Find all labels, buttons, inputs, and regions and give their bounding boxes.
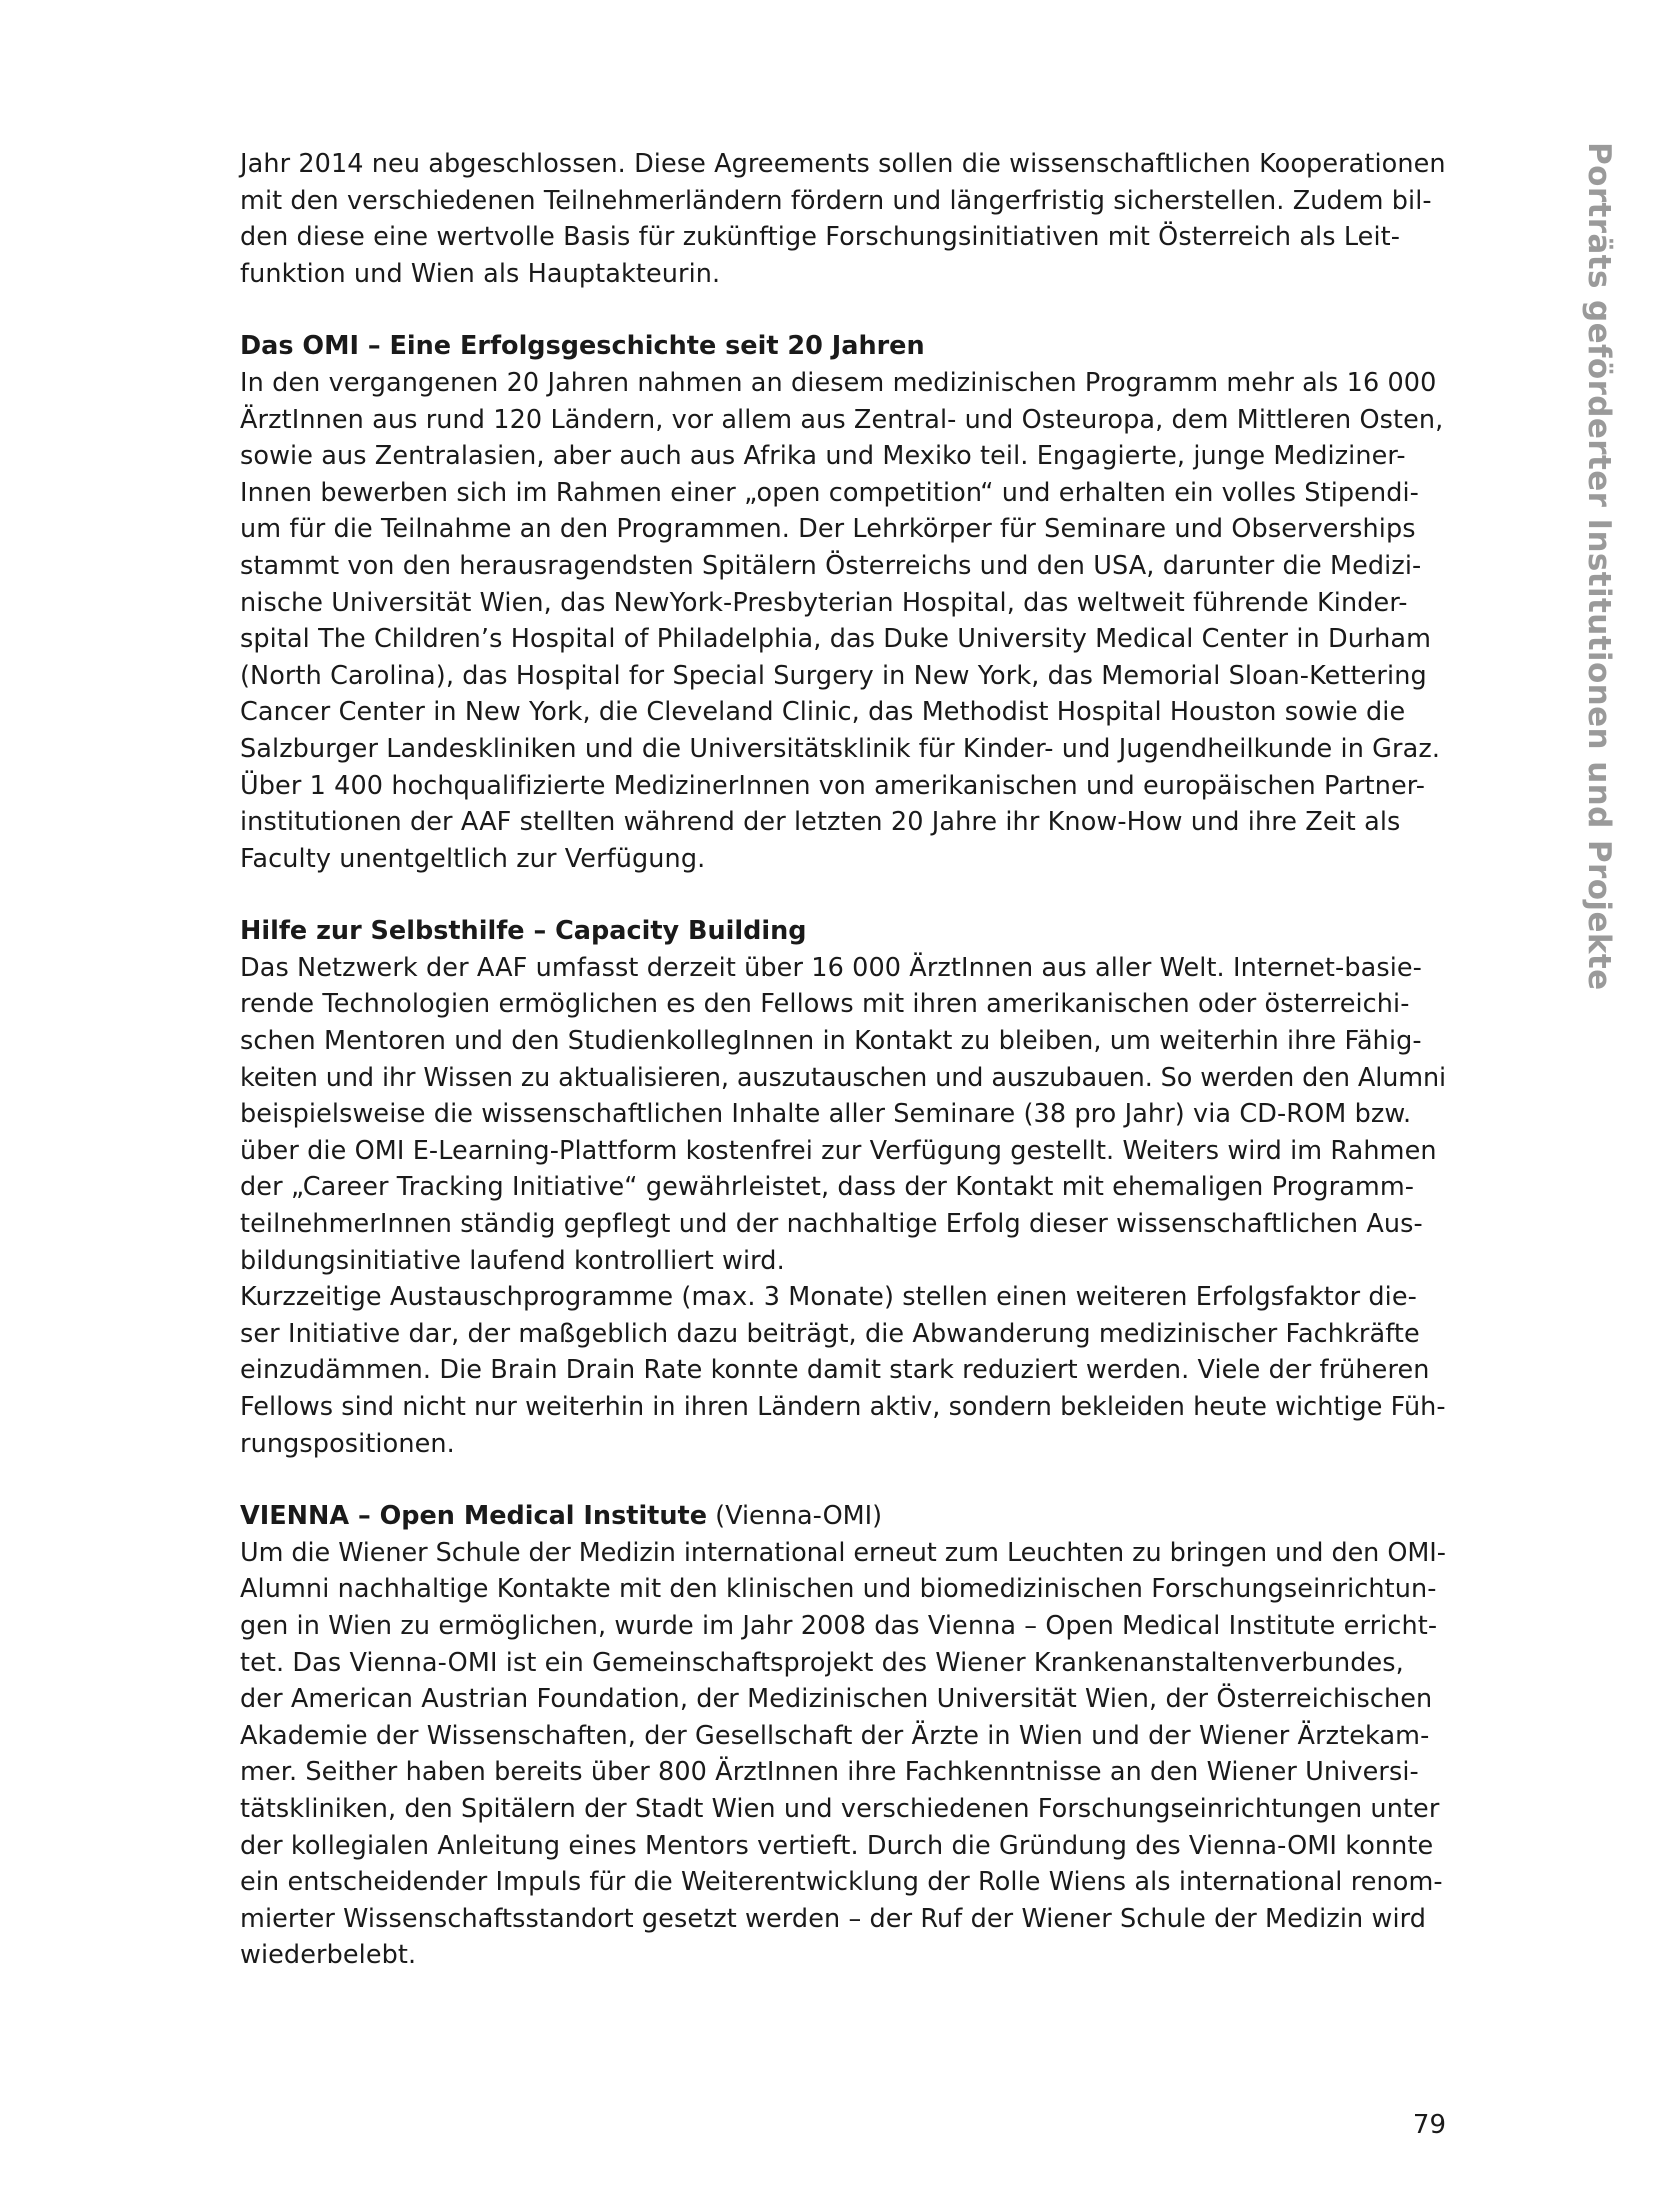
text-line: Cancer Center in New York, die Cleveland Clinic, das Methodist Hospital Houston sowie die — [240, 697, 1406, 728]
text-line: Fellows sind nicht nur weiterhin in ihren Ländern aktiv, sondern bekleiden heute wichtige Füh- — [240, 1392, 1446, 1422]
text-line: mer. Seither haben bereits über 800 ÄrztInnen ihre Fachkenntnisse an den Wiener Universi- — [240, 1757, 1419, 1788]
section-heading-text: Hilfe zur Selbsthilfe – Capacity Building — [240, 916, 807, 947]
text-line: mierter Wissenschaftsstandort gesetzt werden – der Ruf der Wiener Schule der Medizin wird — [240, 1903, 1427, 1934]
text-line: Kurzzeitige Austauschprogramme (max. 3 Monate) stellen einen weiteren Erfolgsfaktor die- — [240, 1282, 1417, 1313]
text-line: institutionen der AAF stellten während der letzten 20 Jahre ihr Know-How und ihre Zeit als — [240, 807, 1401, 838]
text-line: keiten und ihr Wissen zu aktualisieren, auszutauschen und auszubauen. So werden den Alumni — [240, 1062, 1446, 1093]
section-omi-success — [240, 328, 1446, 877]
section-paragraph — [240, 365, 1446, 877]
text-line: sowie aus Zentralasien, aber auch aus Afrika und Mexiko teil. Engagierte, junge Mediziner- — [240, 441, 1406, 472]
text-line: gen in Wien zu ermöglichen, wurde im Jahr 2008 das Vienna – Open Medical Institute erricht- — [240, 1610, 1438, 1641]
text-line: nische Universität Wien, das NewYork-Presbyterian Hospital, das weltweit führende Kinder- — [240, 587, 1408, 618]
text-line: Akademie der Wissenschaften, der Gesellschaft der Ärzte in Wien und der Wiener Ärztekam- — [240, 1720, 1430, 1751]
text-line: stammt von den herausragendsten Spitälern Österreichs und den USA, darunter die Medizi- — [240, 550, 1422, 581]
section-heading-text: Das OMI – Eine Erfolgsgeschichte seit 20 Jahren — [240, 331, 925, 362]
section-heading-text: VIENNA – Open Medical Institute — [240, 1501, 708, 1532]
text-line: bildungsinitiative laufend kontrolliert wird. — [240, 1245, 785, 1276]
text-line: In den vergangenen 20 Jahren nahmen an diesem medizinischen Programm mehr als 16 000 — [240, 367, 1437, 398]
text-line: wiederbelebt. — [240, 1940, 417, 1971]
text-line: den diese eine wertvolle Basis für zukünftige Forschungsinitiativen mit Österreich als Leit- — [240, 222, 1401, 253]
text-line: ser Initiative dar, der maßgeblich dazu beiträgt, die Abwanderung medizinischer Fachkräfte — [240, 1318, 1420, 1349]
section-vienna-omi — [240, 1498, 1446, 1974]
text-column — [240, 146, 1446, 1974]
text-line: Um die Wiener Schule der Medizin international erneut zum Leuchten zu bringen und den OMI- — [240, 1537, 1446, 1568]
section-heading-suffix: (Vienna-OMI) — [707, 1501, 883, 1532]
section-paragraph — [240, 1279, 1446, 1462]
text-line: schen Mentoren und den StudienkollegInnen in Kontakt zu bleiben, um weiterhin ihre Fähig- — [240, 1026, 1422, 1057]
text-line: Über 1 400 hochqualifizierte MedizinerInnen von amerikanischen und europäischen Partner- — [240, 770, 1426, 801]
text-line: Alumni nachhaltige Kontakte mit den klinischen und biomedizinischen Forschungseinrichtun- — [240, 1574, 1437, 1605]
section-heading — [240, 328, 1446, 365]
text-line: Das Netzwerk der AAF umfasst derzeit über 16 000 ÄrztInnen aus aller Welt. Internet-basie- — [240, 952, 1422, 983]
section-heading — [240, 1498, 1446, 1535]
text-line: über die OMI E-Learning-Plattform kostenfrei zur Verfügung gestellt. Weiters wird im Rahmen — [240, 1135, 1437, 1166]
text-line: ÄrztInnen aus rund 120 Ländern, vor allem aus Zentral- und Osteuropa, dem Mittleren Osten, — [240, 404, 1444, 435]
text-line: der kollegialen Anleitung eines Mentors vertieft. Durch die Gründung des Vienna-OMI konnte — [240, 1830, 1434, 1861]
section-paragraph — [240, 950, 1446, 1279]
text-line: einzudämmen. Die Brain Drain Rate konnte damit stark reduziert werden. Viele der früheren — [240, 1355, 1430, 1386]
text-line: tet. Das Vienna-OMI ist ein Gemeinschaftsprojekt des Wiener Krankenanstaltenverbundes, — [240, 1647, 1404, 1678]
text-line: mit den verschiedenen Teilnehmerländern fördern und längerfristig sicherstellen. Zudem bil- — [240, 185, 1432, 216]
text-line: spital The Children’s Hospital of Philadelphia, das Duke University Medical Center in Durham — [240, 624, 1432, 655]
text-line: der American Austrian Foundation, der Medizinischen Universität Wien, der Österreichischen — [240, 1684, 1433, 1715]
text-line: Innen bewerben sich im Rahmen einer „open competition“ und erhalten ein volles Stipendi- — [240, 477, 1419, 508]
text-line: Jahr 2014 neu abgeschlossen. Diese Agreements sollen die wissenschaftlichen Kooperationen — [240, 149, 1446, 179]
text-line: tätskliniken, den Spitälern der Stadt Wien und verschiedenen Forschungseinrichtungen unter — [240, 1793, 1440, 1824]
text-line: Salzburger Landeskliniken und die Universitätsklinik für Kinder- und Jugendheilkunde in Graz. — [240, 733, 1441, 764]
text-line: (North Carolina), das Hospital for Special Surgery in New York, das Memorial Sloan-Kettering — [240, 660, 1427, 691]
text-line: Faculty unentgeltlich zur Verfügung. — [240, 843, 706, 874]
text-line: ein entscheidender Impuls für die Weiterentwicklung der Rolle Wiens als international renom- — [240, 1867, 1443, 1898]
intro-paragraph — [240, 146, 1446, 292]
page-number: 79 — [1412, 2110, 1446, 2140]
text-line: rungspositionen. — [240, 1428, 455, 1459]
section-capacity-building — [240, 913, 1446, 1462]
text-line: beispielsweise die wissenschaftlichen Inhalte aller Seminare (38 pro Jahr) via CD-ROM bzw. — [240, 1099, 1412, 1130]
text-line: funktion und Wien als Hauptakteurin. — [240, 258, 721, 289]
running-title: Porträts geförderter Institutionen und Projekte — [1581, 142, 1617, 991]
text-line: der „Career Tracking Initiative“ gewährleistet, dass der Kontakt mit ehemaligen Programm- — [240, 1172, 1415, 1203]
section-heading — [240, 913, 1446, 950]
text-line: um für die Teilnahme an den Programmen. Der Lehrkörper für Seminare und Observerships — [240, 514, 1416, 545]
text-line: teilnehmerInnen ständig gepflegt und der nachhaltige Erfolg dieser wissenschaftlichen Aus- — [240, 1209, 1423, 1240]
text-line: rende Technologien ermöglichen es den Fellows mit ihren amerikanischen oder österreichi- — [240, 989, 1410, 1020]
section-paragraph — [240, 1535, 1446, 1974]
